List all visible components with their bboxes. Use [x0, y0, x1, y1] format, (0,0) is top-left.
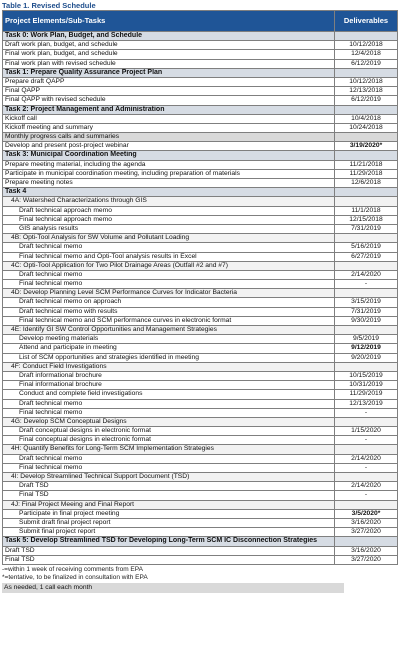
task-label-cell: Draft technical memo — [3, 271, 335, 279]
task-row — [3, 32, 397, 41]
table-row — [3, 317, 397, 326]
table-row — [3, 390, 397, 399]
subtask-row — [3, 197, 397, 206]
table-row — [3, 96, 397, 105]
task-label-cell: Final QAPP with revised schedule — [3, 96, 335, 104]
task-label-cell: Draft TSD — [3, 482, 335, 490]
deliverable-date-cell: 3/15/2019 — [351, 298, 381, 306]
table-row — [3, 400, 397, 409]
deliverable-date-cell: 9/5/2019 — [352, 335, 380, 343]
deliverable-date-cell: 1/15/2020 — [351, 427, 381, 435]
task-label-cell: Draft TSD — [3, 547, 335, 555]
deliverable-date-cell — [335, 106, 397, 114]
task-row — [3, 151, 397, 160]
deliverable-date-cell: - — [364, 491, 368, 499]
deliverable-date-cell — [335, 445, 397, 453]
deliverable-date-cell: 12/13/2018 — [349, 87, 383, 95]
deliverable-date-cell: - — [364, 280, 368, 288]
table-row — [3, 115, 397, 124]
task-label-cell: Attend and participate in meeting — [3, 344, 335, 352]
task-label-cell: Task 2: Project Management and Administration — [3, 106, 335, 114]
deliverable-date-cell: 10/15/2019 — [349, 371, 383, 379]
table-row — [3, 436, 397, 445]
deliverable-date-cell: 6/12/2019 — [351, 59, 381, 67]
task-label-cell: 4B: Opti-Tool Analysis for SW Volume and Pollutant Loading — [3, 234, 335, 242]
table-row — [3, 510, 397, 519]
deliverable-date-cell: 12/13/2019 — [349, 399, 383, 407]
deliverable-date-cell: 10/12/2018 — [349, 77, 383, 85]
task-label-cell: 4C: Opti-Tool Application for Two Pilot Drainage Areas (Outfall #2 and #7) — [3, 262, 335, 270]
table-row — [3, 280, 397, 289]
deliverable-date-cell — [335, 289, 397, 297]
task-label-cell: Develop meeting materials — [3, 335, 335, 343]
task-label-cell: 4F: Conduct Field Investigations — [3, 363, 335, 371]
schedule-table — [2, 10, 398, 565]
task-label-cell: 4E: Identify GI SW Control Opportunities and Management Strategies — [3, 326, 335, 334]
task-label-cell: Participate in municipal coordination meeting, including preparation of materials — [3, 170, 335, 178]
task-label-cell: Task 4 — [3, 188, 335, 196]
task-label-cell: 4I: Develop Streamlined Technical Support Document (TSD) — [3, 473, 335, 481]
table-row — [3, 381, 397, 390]
note-as-needed: As needed, 1 call each month — [2, 583, 344, 593]
subtask-row — [3, 363, 397, 372]
deliverable-date-cell: 12/4/2018 — [351, 50, 381, 58]
subtask-row — [3, 289, 397, 298]
deliverable-date-cell — [335, 363, 397, 371]
task-label-cell: 4H: Quantify Benefits for Long-Term SCM Implementation Strategies — [3, 445, 335, 453]
task-label-cell: Task 0: Work Plan, Budget, and Schedule — [3, 32, 335, 40]
deliverable-date-cell: 10/4/2018 — [351, 114, 381, 122]
deliverable-date-cell: 3/16/2020 — [351, 546, 381, 554]
table-row — [3, 344, 397, 353]
task-label-cell: Develop and present post-project webinar — [3, 142, 335, 150]
task-label-cell: Prepare meeting material, including the agenda — [3, 161, 335, 169]
task-label-cell: 4G: Develop SCM Conceptual Designs — [3, 418, 335, 426]
deliverable-date-cell: 2/14/2020 — [351, 482, 381, 490]
task-label-cell: Prepare meeting notes — [3, 179, 335, 187]
table-row — [3, 50, 397, 59]
deliverable-date-cell: 9/20/2019 — [351, 353, 381, 361]
table-row — [3, 142, 397, 151]
table-row — [3, 298, 397, 307]
deliverable-date-cell — [335, 418, 397, 426]
task-label-cell: Draft technical memo with results — [3, 308, 335, 316]
deliverable-date-cell — [335, 537, 397, 545]
task-label-cell: Final technical memo — [3, 409, 335, 417]
table-row — [3, 335, 397, 344]
task-label-cell: GIS analysis results — [3, 225, 335, 233]
deliverable-date-cell: - — [364, 463, 368, 471]
table-row — [3, 409, 397, 418]
task-label-cell: Final QAPP — [3, 87, 335, 95]
task-label-cell: Kickoff meeting and summary — [3, 124, 335, 132]
table-row — [3, 427, 397, 436]
deliverable-date-cell — [335, 151, 397, 159]
table-row — [3, 243, 397, 252]
task-label-cell: Kickoff call — [3, 115, 335, 123]
deliverable-date-cell — [335, 188, 397, 196]
deliverable-date-cell: 3/27/2020 — [351, 555, 381, 563]
deliverable-date-cell: 2/14/2020 — [351, 270, 381, 278]
task-label-cell: Task 5: Develop Streamlined TSD for Developing Long-Term SCM IC Disconnection Strategies — [3, 537, 335, 545]
table-row — [3, 556, 397, 564]
task-label-cell: Final TSD — [3, 556, 335, 564]
task-label-cell: 4J: Final Project Meeing and Final Report — [3, 501, 335, 509]
task-label-cell: Draft conceptual designs in electronic format — [3, 427, 335, 435]
table-row — [3, 455, 397, 464]
task-label-cell: List of SCM opportunities and strategies identified in meeting — [3, 354, 335, 362]
task-label-cell: Draft technical approach memo — [3, 207, 335, 215]
task-label-cell: Monthly progress calls and summaries — [3, 133, 335, 141]
task-label-cell: Draft technical memo — [3, 400, 335, 408]
task-row — [3, 537, 397, 546]
task-row — [3, 106, 397, 115]
deliverable-date-cell: 12/15/2018 — [349, 215, 383, 223]
subtask-row — [3, 326, 397, 335]
deliverable-date-cell: 9/30/2019 — [351, 316, 381, 324]
table-row — [3, 308, 397, 317]
task-label-cell: Final work plan with revised schedule — [3, 60, 335, 68]
task-label-cell: Submit draft final project report — [3, 519, 335, 527]
deliverable-date-cell: 11/21/2018 — [349, 160, 383, 168]
table-row — [3, 87, 397, 96]
header-deliverables: Deliverables — [343, 16, 389, 25]
deliverable-date-cell: 10/12/2018 — [349, 41, 383, 49]
deliverable-date-cell: 6/27/2019 — [351, 252, 381, 260]
table-row — [3, 372, 397, 381]
deliverable-date-cell — [335, 69, 397, 77]
table-row — [3, 253, 397, 262]
deliverable-date-cell: 11/29/2019 — [349, 390, 383, 398]
deliverable-date-cell: 3/16/2020 — [351, 518, 381, 526]
deliverable-date-cell — [335, 197, 397, 205]
table-row — [3, 225, 397, 234]
deliverable-date-cell: 7/31/2019 — [351, 307, 381, 315]
task-label-cell: Submit final project report — [3, 528, 335, 536]
table-row — [3, 528, 397, 537]
task-label-cell: 4A: Watershed Characterizations through GIS — [3, 197, 335, 205]
table-row — [3, 271, 397, 280]
deliverable-date-cell: 3/27/2020 — [351, 528, 381, 536]
deliverable-date-cell: 5/16/2019 — [351, 243, 381, 251]
table-row — [3, 519, 397, 528]
task-label-cell: Draft informational brochure — [3, 372, 335, 380]
task-row — [3, 69, 397, 78]
deliverable-date-cell: 7/31/2019 — [351, 224, 381, 232]
table-row — [3, 124, 397, 133]
task-label-cell: Draft work plan, budget, and schedule — [3, 41, 335, 49]
deliverable-date-cell — [335, 501, 397, 509]
task-label-cell: Final technical memo — [3, 464, 335, 472]
deliverable-date-cell — [335, 262, 397, 270]
task-label-cell: Final technical memo and Opti-Tool analysis results in Excel — [3, 253, 335, 261]
header-project-elements: Project Elements/Sub-Tasks — [3, 11, 335, 31]
task-label-cell: Task 3: Municipal Coordination Meeting — [3, 151, 335, 159]
note-within-week: -=within 1 week of receiving comments from EPA — [2, 566, 143, 573]
table-row — [3, 547, 397, 556]
deliverable-date-cell: 2/14/2020 — [351, 454, 381, 462]
table-row — [3, 491, 397, 500]
subtask-row — [3, 262, 397, 271]
subtask-row — [3, 501, 397, 510]
table-row — [3, 78, 397, 87]
subtask-row — [3, 445, 397, 454]
deliverable-date-cell — [335, 326, 397, 334]
deliverable-date-cell: 3/19/2020* — [349, 142, 383, 150]
deliverable-date-cell — [335, 32, 397, 40]
table-row — [3, 161, 397, 170]
note-tentative: *=tentative, to be finalized in consultation with EPA — [2, 574, 148, 581]
task-label-cell: Final technical approach memo — [3, 216, 335, 224]
table-row — [3, 216, 397, 225]
task-label-cell: Final technical memo — [3, 280, 335, 288]
table-row — [3, 207, 397, 216]
deliverable-date-cell — [335, 234, 397, 242]
table-row — [3, 170, 397, 179]
table-row — [3, 464, 397, 473]
deliverable-date-cell: - — [364, 436, 368, 444]
table-row — [3, 354, 397, 363]
subtask-row — [3, 473, 397, 482]
deliverable-date-cell: 11/29/2018 — [349, 169, 383, 177]
task-label-cell: Prepare draft QAPP — [3, 78, 335, 86]
deliverable-date-cell: 10/31/2019 — [349, 381, 383, 389]
deliverable-date-cell: - — [364, 408, 368, 416]
task-label-cell: Final informational brochure — [3, 381, 335, 389]
task-label-cell: Final TSD — [3, 491, 335, 499]
subtask-row — [3, 418, 397, 427]
table-row — [3, 179, 397, 188]
task-label-cell: Draft technical memo — [3, 455, 335, 463]
table-header-row — [3, 11, 397, 32]
task-label-cell: Final technical memo and SCM performance curves in electronic format — [3, 317, 335, 325]
table-row — [3, 133, 397, 142]
task-label-cell: Draft technical memo on approach — [3, 298, 335, 306]
deliverable-date-cell: 3/5/2020* — [351, 509, 381, 517]
table-row — [3, 41, 397, 50]
deliverable-date-cell — [335, 473, 397, 481]
task-label-cell: Final work plan, budget, and schedule — [3, 50, 335, 58]
task-row — [3, 188, 397, 197]
task-label-cell: Final conceptual designs in electronic format — [3, 436, 335, 444]
deliverable-date-cell: 11/1/2018 — [351, 206, 381, 214]
deliverable-date-cell: 12/6/2018 — [351, 179, 381, 186]
task-label-cell: 4D: Develop Planning Level SCM Performance Curves for Indicator Bacteria — [3, 289, 335, 297]
deliverable-date-cell: 9/12/2019 — [351, 344, 381, 352]
deliverable-date-cell — [335, 133, 397, 141]
task-label-cell: Draft technical memo — [3, 243, 335, 251]
task-label-cell: Task 1: Prepare Quality Assurance Project Plan — [3, 69, 335, 77]
table-caption: Table 1. Revised Schedule — [2, 1, 96, 10]
table-row — [3, 482, 397, 491]
task-label-cell: Conduct and complete field investigations — [3, 390, 335, 398]
table-body — [3, 32, 397, 564]
deliverable-date-cell: 10/24/2018 — [349, 123, 383, 131]
table-row — [3, 60, 397, 69]
subtask-row — [3, 234, 397, 243]
deliverable-date-cell: 6/12/2019 — [351, 96, 381, 104]
task-label-cell: Participate in final project meeting — [3, 510, 335, 518]
